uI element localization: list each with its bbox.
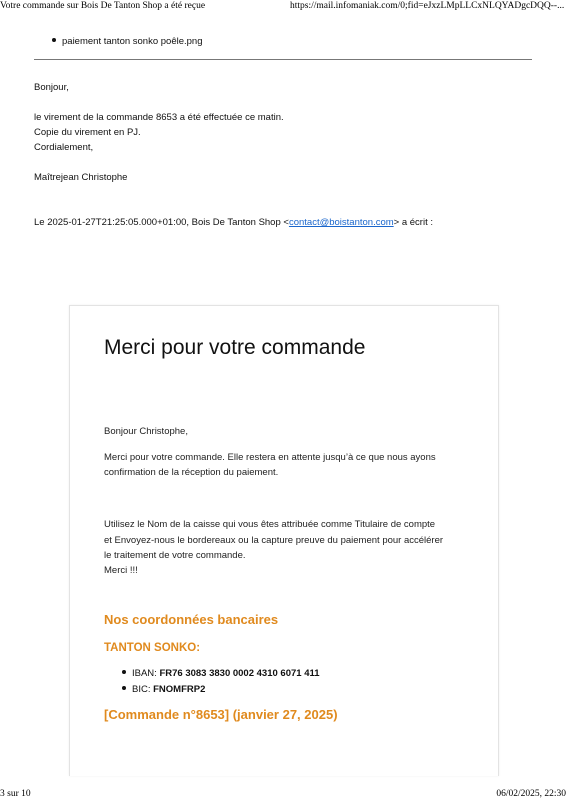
card-para2-line3: le traitement de votre commande. [104,550,246,561]
bic-label: BIC: [132,684,154,695]
bank-details-heading: Nos coordonnées bancaires [104,612,279,627]
reply-line-2: Copie du virement en PJ. [34,127,141,138]
print-footer-page: 3 sur 10 [0,789,31,799]
card-title: Merci pour votre commande [104,336,366,359]
bullet-icon [122,686,126,690]
order-heading: [Commande n°8653] (janvier 27, 2025) [104,707,338,722]
iban-value: FR76 3083 3830 0002 4310 6071 411 [159,668,320,679]
quote-suffix: > a écrit : [393,217,433,228]
reply-line-1: le virement de la commande 8653 a été effectuée ce matin. [34,112,284,123]
bic-item [122,684,205,695]
attachment-item[interactable] [52,36,203,47]
iban-item [122,668,320,679]
card-para2-line4: Merci !!! [104,565,138,576]
card-para1-line1: Merci pour votre commande. Elle restera en attente jusqu’à ce que nous ayons [104,452,436,463]
bullet-icon [122,670,126,674]
account-name-heading: TANTON SONKO: [104,642,201,654]
print-footer-datetime: 06/02/2025, 22:30 [496,789,566,799]
iban-label: IBAN: [132,668,160,679]
print-header-title: Votre commande sur Bois De Tanton Shop a été reçue [0,1,206,11]
card-greeting: Bonjour Christophe, [104,426,188,437]
card-para1-line2: confirmation de la réception du paiement. [104,467,279,478]
reply-signature: Maîtrejean Christophe [34,172,128,183]
quote-header [34,217,433,228]
print-header-url: https://mail.infomaniak.com/0;fid=eJxzLMpLLCxNLQYADgcDQQ--... [290,1,565,11]
quote-prefix: Le 2025-01-27T21:25:05.000+01:00, Bois De Tanton Shop < [34,217,289,228]
separator-line [34,59,532,60]
card-para2-line1: Utilisez le Nom de la caisse qui vous êtes attribuée comme Titulaire de compte [104,519,436,530]
bic-value: FNOMFRP2 [153,684,206,695]
reply-line-3: Cordialement, [34,142,94,153]
bullet-icon [52,38,56,42]
card-para2-line2: et Envoyez-nous le bordereaux ou la capture preuve du paiement pour accélérer [104,535,444,546]
reply-greeting: Bonjour, [34,82,69,93]
sender-email-link[interactable]: contact@boistanton.com [288,217,394,228]
attachment-filename[interactable]: paiement tanton sonko poêle.png [62,36,203,47]
